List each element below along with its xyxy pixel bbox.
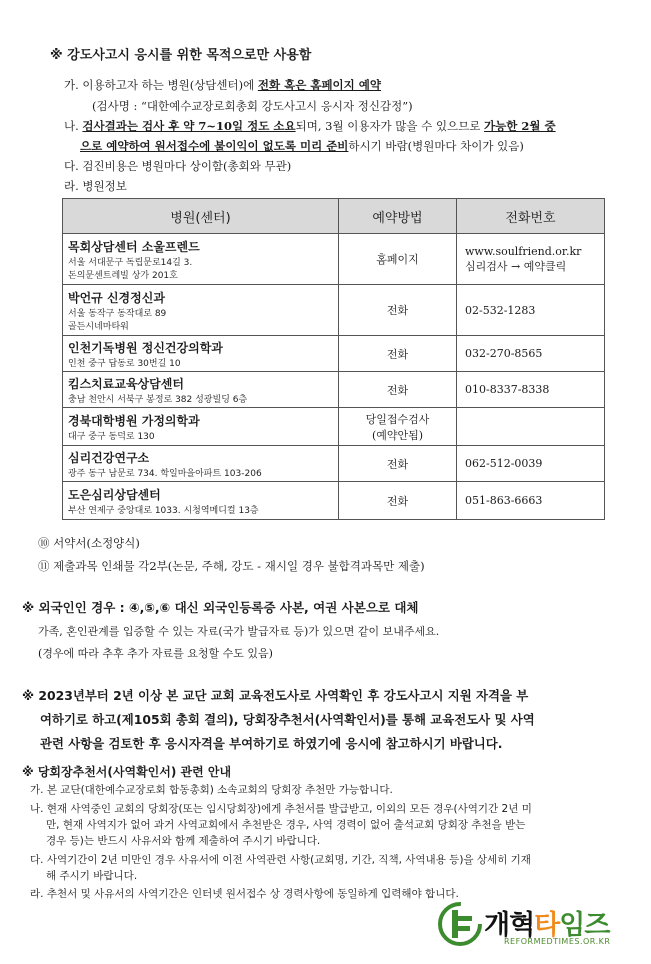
table-row	[63, 372, 605, 408]
foreigner-line-2: (경우에 따라 추후 추가 자료를 요청할 수도 있음)	[38, 647, 273, 660]
notice-line-3: 관련 사항을 검토한 후 응시자격을 부여하기로 하였기에 응시에 참고하시기 바랍니다.	[40, 736, 503, 751]
method-cell	[339, 408, 457, 446]
hospital-address: 서울 서대문구 독립문로14길 3.	[68, 257, 193, 268]
table-row	[63, 234, 605, 285]
hospital-address: 대구 중구 동덕로 130	[68, 431, 155, 442]
method-cell	[339, 285, 457, 336]
logo-mark-icon	[436, 900, 486, 950]
method-cell	[339, 372, 457, 408]
section-title-recommendation: ※ 당회장추천서(사역확인서) 관련 안내	[22, 765, 232, 779]
logo-url: REFORMEDTIMES.OR.KR	[504, 937, 611, 946]
method-cell	[339, 482, 457, 520]
hospital-name: 킴스치료교육상담센터	[68, 376, 184, 391]
method-text: 전화	[386, 457, 409, 471]
item-na-line1	[64, 118, 556, 134]
method-text: 전화	[386, 347, 409, 361]
exam-name-line: (검사명 : “대한예수교장로회총회 강도사고시 응시자 정신감정”)	[92, 99, 413, 113]
phone-cell	[457, 234, 605, 285]
section-title-foreigner: ※ 외국인인 경우 : ④,⑤,⑥ 대신 외국인등록증 사본, 여권 사본으로 대체	[22, 600, 419, 615]
item-ga	[64, 77, 381, 93]
table-row	[63, 336, 605, 372]
method-text: 전화	[386, 494, 409, 508]
website-instruction: 심리검사 → 예약클릭	[465, 259, 567, 273]
phone-text: 02-532-1283	[465, 303, 536, 317]
logo-text-b: 타	[534, 910, 560, 941]
logo-text-c: 임즈	[559, 910, 610, 941]
notice-line-2: 여하기로 하고(제105회 총회 결의), 당회장추천서(사역확인서)를 통해 교육전도사 및 사역	[40, 712, 535, 727]
hospital-address: 인천 중구 답동로 30번길 10	[68, 358, 181, 369]
hospital-name: 박언규 신경정신과	[68, 290, 165, 305]
hospital-address-2: 골든시네마타워	[68, 321, 129, 332]
notice-line-1: ※ 2023년부터 2년 이상 본 교단 교회 교육전도사로 사역확인 후 강도사고시 지원 자격을 부	[22, 688, 529, 703]
phone-text: 051-863-6663	[465, 494, 543, 507]
website-text: www.soulfriend.or.kr	[465, 244, 582, 258]
hospital-name: 인천기독병원 정신건강의학과	[68, 340, 223, 355]
hospital-name: 목회상담센터 소울프렌드	[68, 239, 200, 254]
table-header-row	[63, 199, 605, 234]
item-da: 다. 검진비용은 병원마다 상이함(총회와 무관)	[64, 159, 292, 173]
hospital-name: 심리건강연구소	[68, 450, 150, 465]
header-phone: 전화번호	[457, 199, 605, 234]
table-row	[63, 446, 605, 482]
item-pledge: ⑩ 서약서(소정양식)	[38, 536, 140, 550]
header-method: 예약방법	[339, 199, 457, 234]
phone-cell	[457, 336, 605, 372]
hospital-cell	[63, 482, 339, 520]
item-submission: ⑪ 제출과목 인쇄물 각2부(논문, 주해, 강도 - 재시일 경우 불합격과목만 제출)	[38, 559, 425, 573]
hospital-cell	[63, 336, 339, 372]
hospital-cell	[63, 234, 339, 285]
logo-text-a: 개혁	[484, 910, 535, 941]
table-row	[63, 285, 605, 336]
method-text: 당일접수검사	[365, 412, 430, 426]
hospital-address-2: 돈의문센트레빌 상가 201호	[68, 270, 178, 281]
method-text: 홈페이지	[376, 253, 419, 266]
method-cell	[339, 234, 457, 285]
item-na-prefix: 나.	[64, 119, 83, 133]
phone-cell	[457, 446, 605, 482]
item-ga-text: 가. 이용하고자 하는 병원(상담센터)에	[64, 78, 258, 92]
recommendation-ga: 가. 본 교단(대한예수교장로회 합동총회) 소속교회의 당회장 추천만 가능합니다.	[30, 784, 393, 796]
recommendation-ra: 라. 추천서 및 사유서의 사역기간은 인터넷 원서접수 상 경력사항에 동일하게 입력해야 합니다.	[30, 888, 459, 900]
method-cell	[339, 446, 457, 482]
recommendation-na-1: 나. 현재 사역중인 교회의 당회장(또는 임시당회장)에게 추천서를 발급받고, 이외의 모든 경우(사역기간 2년 미	[30, 803, 532, 815]
phone-text: 062-512-0039	[465, 457, 543, 470]
reformedtimes-logo	[436, 900, 636, 952]
phone-text: 010-8337-8338	[465, 383, 550, 396]
hospital-name: 도은심리상담센터	[68, 487, 161, 502]
phone-cell	[457, 408, 605, 446]
method-note: (예약안됨)	[371, 428, 424, 442]
hospital-address: 충남 천안시 서북구 봉정로 382 성광빌딩 6층	[68, 394, 248, 405]
item-na-emphasis-2: 가능한 2월 중	[484, 119, 556, 133]
item-na-text-2: 하시기 바람(병원마다 차이가 있음)	[348, 139, 524, 153]
section-title-usage: ※ 강도사고시 응시를 위한 목적으로만 사용함	[50, 48, 312, 63]
hospital-address: 광주 동구 남문로 734. 학일마을아파트 103-206	[68, 468, 262, 479]
method-text: 전화	[386, 383, 409, 397]
item-na-line2	[80, 138, 524, 154]
recommendation-da-2: 해 주시기 바랍니다.	[46, 870, 138, 882]
hospital-cell	[63, 285, 339, 336]
item-na-emphasis-1: 검사결과는 검사 후 약 7~10일 정도 소요	[82, 119, 296, 133]
hospital-table	[62, 198, 605, 520]
table-row	[63, 408, 605, 446]
hospital-address: 부산 연제구 중앙대로 1033. 시청역메디컬 13층	[68, 505, 259, 516]
hospital-cell	[63, 408, 339, 446]
recommendation-na-2: 만, 현재 사역지가 없어 과거 사역교회에서 추천받은 경우, 사역 경력이 없어 출석교회 당회장 추천을 받는	[46, 819, 526, 831]
item-na-text-1: 되며, 3월 이용자가 많을 수 있으므로	[295, 119, 485, 133]
item-ga-emphasis: 전화 혹은 홈페이지 예약	[257, 78, 381, 92]
hospital-cell	[63, 372, 339, 408]
item-ra: 라. 병원정보	[64, 179, 127, 193]
table-row	[63, 482, 605, 520]
phone-cell	[457, 372, 605, 408]
phone-cell	[457, 482, 605, 520]
foreigner-line-1: 가족, 혼인관계를 입증할 수 있는 자료(국가 발급자료 등)가 있으면 같이 보내주세요.	[38, 625, 440, 638]
phone-text: 032-270-8565	[465, 347, 543, 360]
phone-cell	[457, 285, 605, 336]
header-hospital: 병원(센터)	[63, 199, 339, 234]
recommendation-na-3: 경우 등)는 반드시 사유서와 함께 제출하여 주시기 바랍니다.	[46, 835, 321, 847]
hospital-cell	[63, 446, 339, 482]
hospital-name: 경북대학병원 가정의학과	[68, 413, 200, 428]
method-cell	[339, 336, 457, 372]
item-na-emphasis-3: 으로 예약하여 원서접수에 불이익이 없도록 미리 준비	[80, 139, 349, 153]
method-text: 전화	[386, 304, 409, 317]
recommendation-da-1: 다. 사역기간이 2년 미만인 경우 사유서에 이전 사역관련 사항(교회명, 기간, 직책, 사역내용 등)을 상세히 기재	[30, 854, 531, 866]
hospital-address: 서울 동작구 동작대로 89	[68, 308, 167, 319]
